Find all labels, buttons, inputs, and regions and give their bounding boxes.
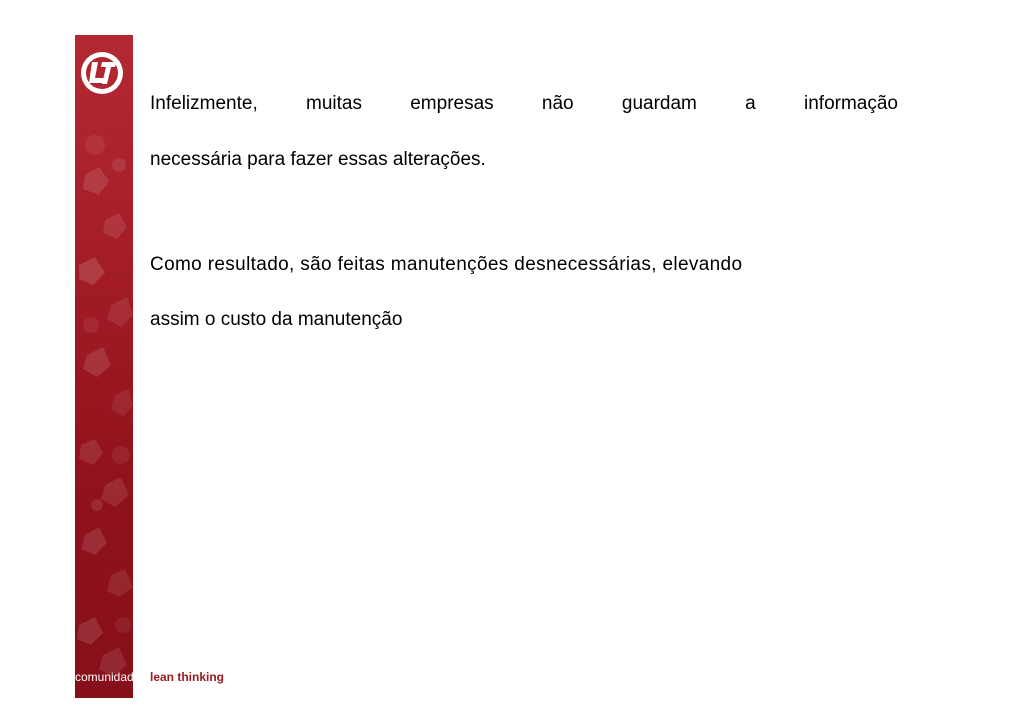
paragraph-1-line-1 <box>150 92 898 116</box>
footer-community-text: comunidade <box>75 670 141 684</box>
word: empresas <box>410 93 494 114</box>
word: Infelizmente, <box>150 93 258 114</box>
paragraph-2-line-1: Como resultado, são feitas manutenções desnecessárias, elevando <box>150 254 743 275</box>
paragraph-2-line-2: assim o custo da manutenção <box>150 309 403 330</box>
word: muitas <box>306 93 362 114</box>
word: guardam <box>621 93 697 114</box>
sidebar-bokeh-pattern <box>75 35 141 698</box>
paragraph-1 <box>150 92 898 172</box>
footer-brand-text: lean thinking <box>150 670 225 684</box>
paragraph-1-line-2: necessária para fazer essas alterações. <box>150 149 486 170</box>
paragraph-2 <box>150 253 898 332</box>
decorative-sidebar <box>75 35 141 698</box>
word: a <box>745 93 756 114</box>
word: informação <box>804 93 898 114</box>
lean-institute-logo-icon <box>78 49 126 97</box>
word: não <box>541 93 574 114</box>
